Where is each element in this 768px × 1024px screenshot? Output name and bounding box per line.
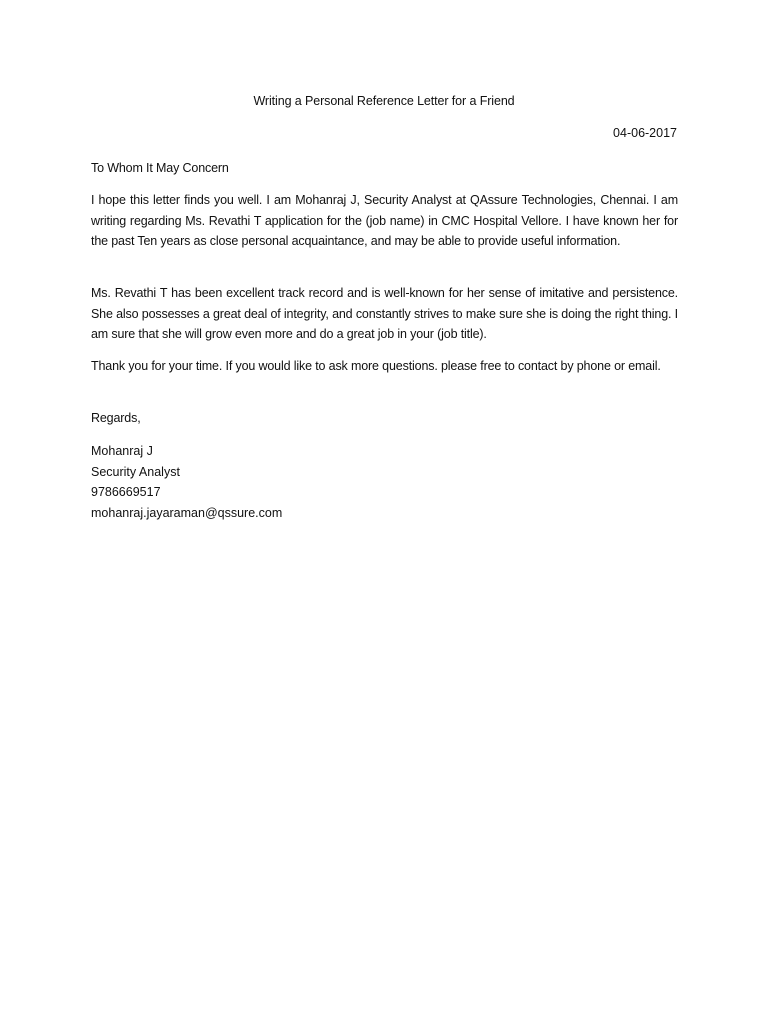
paragraph-thanks: Thank you for your time. If you would like to ask more questions. please free to contact by phone or email. (91, 359, 661, 373)
signature-phone: 9786669517 (91, 485, 161, 499)
paragraph-character: Ms. Revathi T has been excellent track record and is well-known for her sense of imitative and persistence. She also possesses a great deal of integrity, and constantly strives to make sure she is doing the right thing. I am sure that she will grow even more and do a great job in your (job title). (91, 286, 678, 341)
document-title: Writing a Personal Reference Letter for a Friend (253, 94, 515, 108)
letter-date: 04-06-2017 (613, 126, 677, 140)
salutation: To Whom It May Concern (91, 161, 229, 175)
signature-email: mohanraj.jayaraman@qssure.com (91, 505, 283, 520)
paragraph-introduction: I hope this letter finds you well. I am Mohanraj J, Security Analyst at QAssure Technologies, Chennai. I am writing regarding Ms. Revathi T application for the (job name) in CMC Hospital Vellore. I have known her for the past Ten years as close personal acquaintance, and may be able to provide useful information. (91, 193, 678, 248)
closing: Regards, (91, 411, 141, 425)
signature-name: Mohanraj J (91, 444, 153, 458)
signature-block (91, 441, 282, 523)
signature-role: Security Analyst (91, 464, 180, 479)
